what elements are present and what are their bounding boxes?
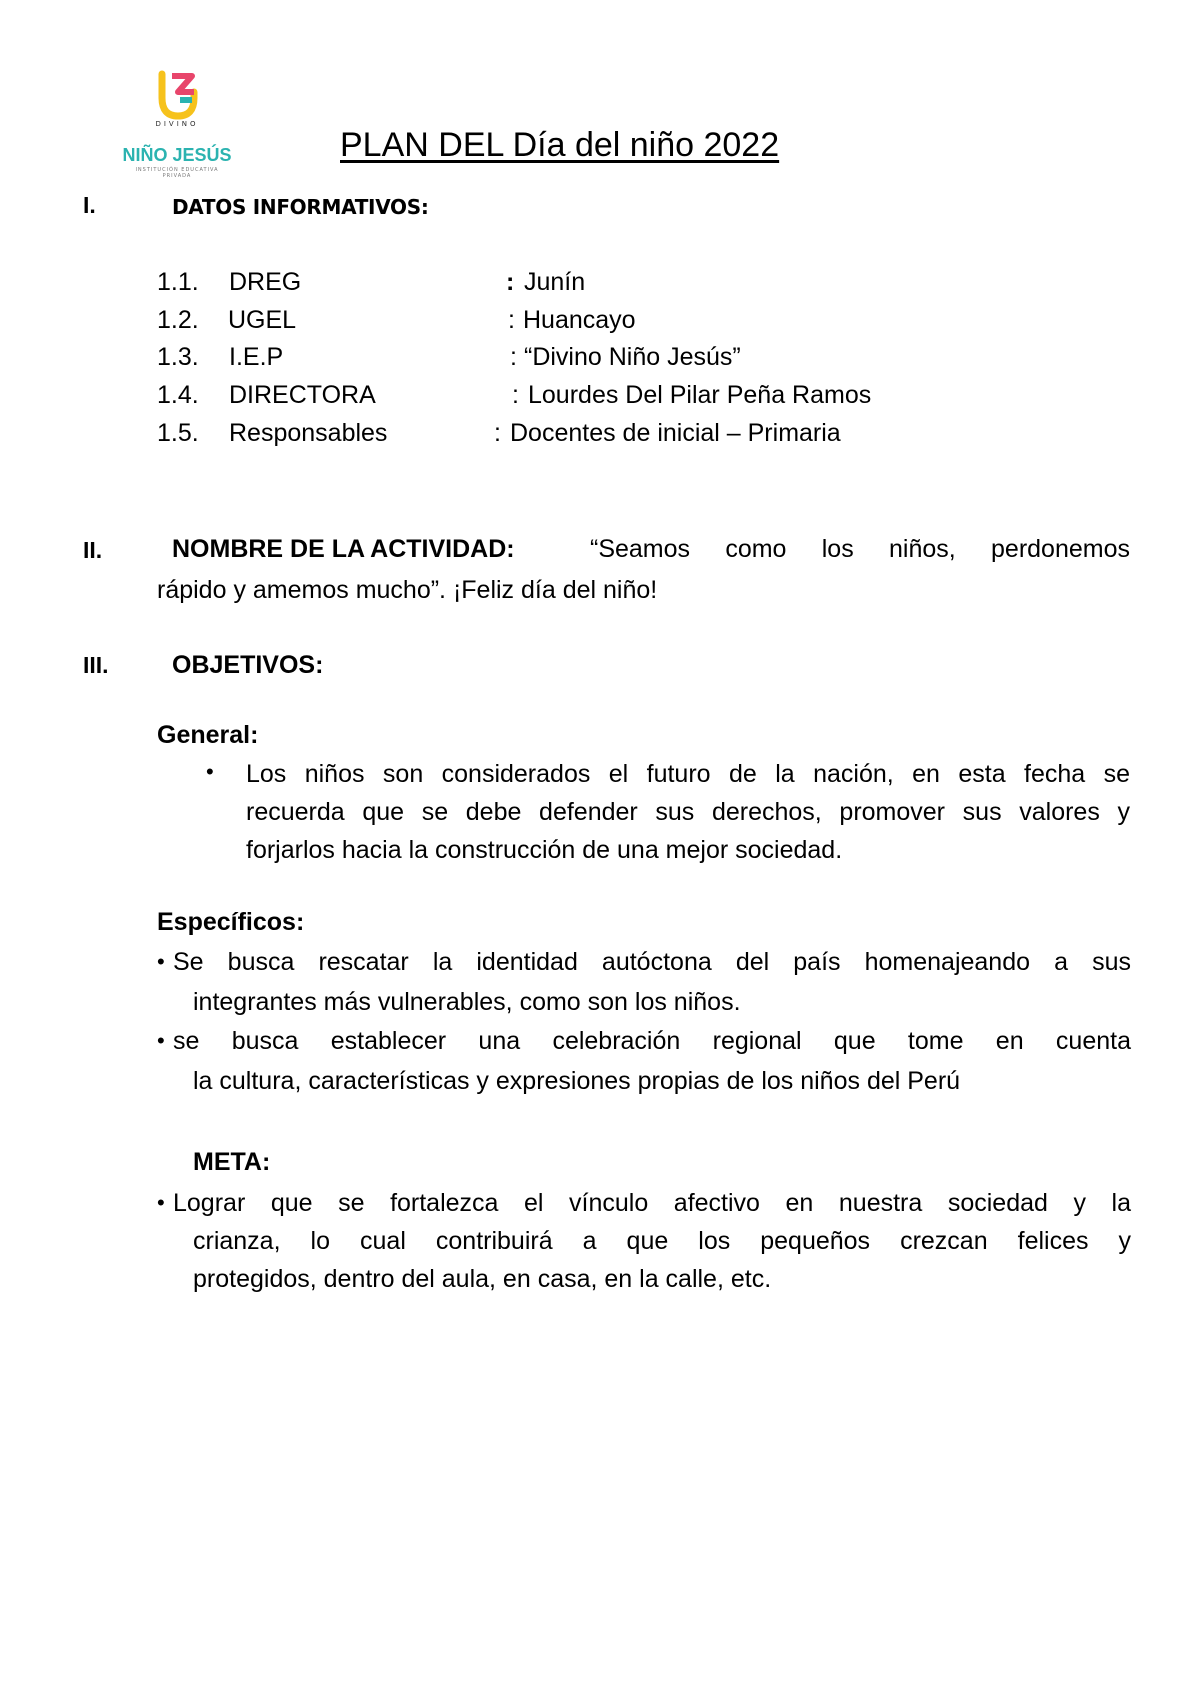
info-item-label: I.E.P: [229, 343, 284, 371]
general-objective: [246, 755, 1130, 869]
activity-name-line-2: rápido y amemos mucho”. ¡Feliz día del niño!: [157, 576, 658, 604]
info-item-number: 1.5.: [157, 419, 199, 447]
especifico-item-1: [173, 943, 1131, 981]
section-3-number: III.: [83, 652, 109, 678]
especifico-line: Se busca rescatar la identidad autóctona del país homenajeando a sus: [173, 948, 1131, 976]
info-item-label: UGEL: [228, 306, 297, 334]
info-item-value: Huancayo: [523, 306, 636, 334]
meta-line: protegidos, dentro del aula, en casa, en la calle, etc.: [193, 1265, 772, 1293]
especifico-item-2: [173, 1022, 1131, 1060]
info-item-label: DREG: [229, 268, 302, 296]
info-item-separator: :: [494, 419, 501, 447]
info-item-value: Docentes de inicial – Primaria: [510, 419, 841, 447]
bullet-icon: •: [157, 1190, 165, 1215]
info-item-value: Junín: [524, 268, 586, 296]
section-2-number: II.: [83, 537, 103, 563]
logo-tagline: INSTITUCIÓN EDUCATIVA PRIVADA: [135, 167, 219, 179]
logo-brand-text: NIÑO JESÚS: [122, 145, 232, 165]
general-line: recuerda que se debe defender sus derechos, promover sus valores y: [246, 798, 1130, 826]
general-label: General:: [157, 721, 259, 749]
bullet-icon: •: [206, 759, 214, 784]
info-item-value: “Divino Niño Jesús”: [524, 343, 741, 371]
bullet-icon: •: [157, 1028, 165, 1053]
info-item-separator: :: [506, 268, 515, 296]
especifico-line: integrantes más vulnerables, como son los niños.: [193, 988, 741, 1016]
info-item-label: DIRECTORA: [229, 381, 376, 409]
info-item-number: 1.4.: [157, 381, 199, 409]
info-item-number: 1.1.: [157, 268, 199, 296]
especifico-line: se busca establecer una celebración regional que tome en cuenta: [173, 1027, 1131, 1055]
info-item-separator: :: [512, 381, 519, 409]
logo-small-text: DIVINO: [155, 120, 199, 128]
school-logo: [122, 70, 232, 179]
bullet-icon: •: [157, 949, 165, 974]
section-1-number: I.: [83, 192, 96, 218]
meta-label: META:: [193, 1148, 271, 1176]
logo-emblem-icon: [158, 70, 198, 120]
especificos-label: Específicos:: [157, 908, 305, 936]
activity-name-text: “Seamos como los niños, perdonemos: [590, 535, 1130, 563]
especifico-line: la cultura, características y expresiones propias de los niños del Perú: [193, 1067, 961, 1095]
meta-item-cont: [193, 1222, 1131, 1298]
info-item-number: 1.3.: [157, 343, 199, 371]
info-item-value: Lourdes Del Pilar Peña Ramos: [528, 381, 872, 409]
section-1-heading: DATOS INFORMATIVOS:: [172, 195, 429, 219]
info-item-separator: :: [510, 343, 517, 371]
info-item-label: Responsables: [229, 419, 388, 447]
meta-line: crianza, lo cual contribuirá a que los pequeños crezcan felices y: [193, 1227, 1131, 1255]
general-line: forjarlos hacia la construcción de una mejor sociedad.: [246, 836, 843, 864]
info-item-separator: :: [508, 306, 515, 334]
general-line: Los niños son considerados el futuro de la nación, en esta fecha se: [246, 760, 1130, 788]
meta-line: Lograr que se fortalezca el vínculo afectivo en nuestra sociedad y la: [173, 1189, 1131, 1217]
meta-item: [173, 1184, 1131, 1222]
section-3-heading: OBJETIVOS:: [172, 651, 324, 679]
page-title: PLAN DEL Día del niño 2022: [340, 126, 780, 164]
section-2-heading: NOMBRE DE LA ACTIVIDAD:: [172, 535, 515, 563]
info-item-number: 1.2.: [157, 306, 199, 334]
activity-name-line-1: [172, 530, 1130, 568]
